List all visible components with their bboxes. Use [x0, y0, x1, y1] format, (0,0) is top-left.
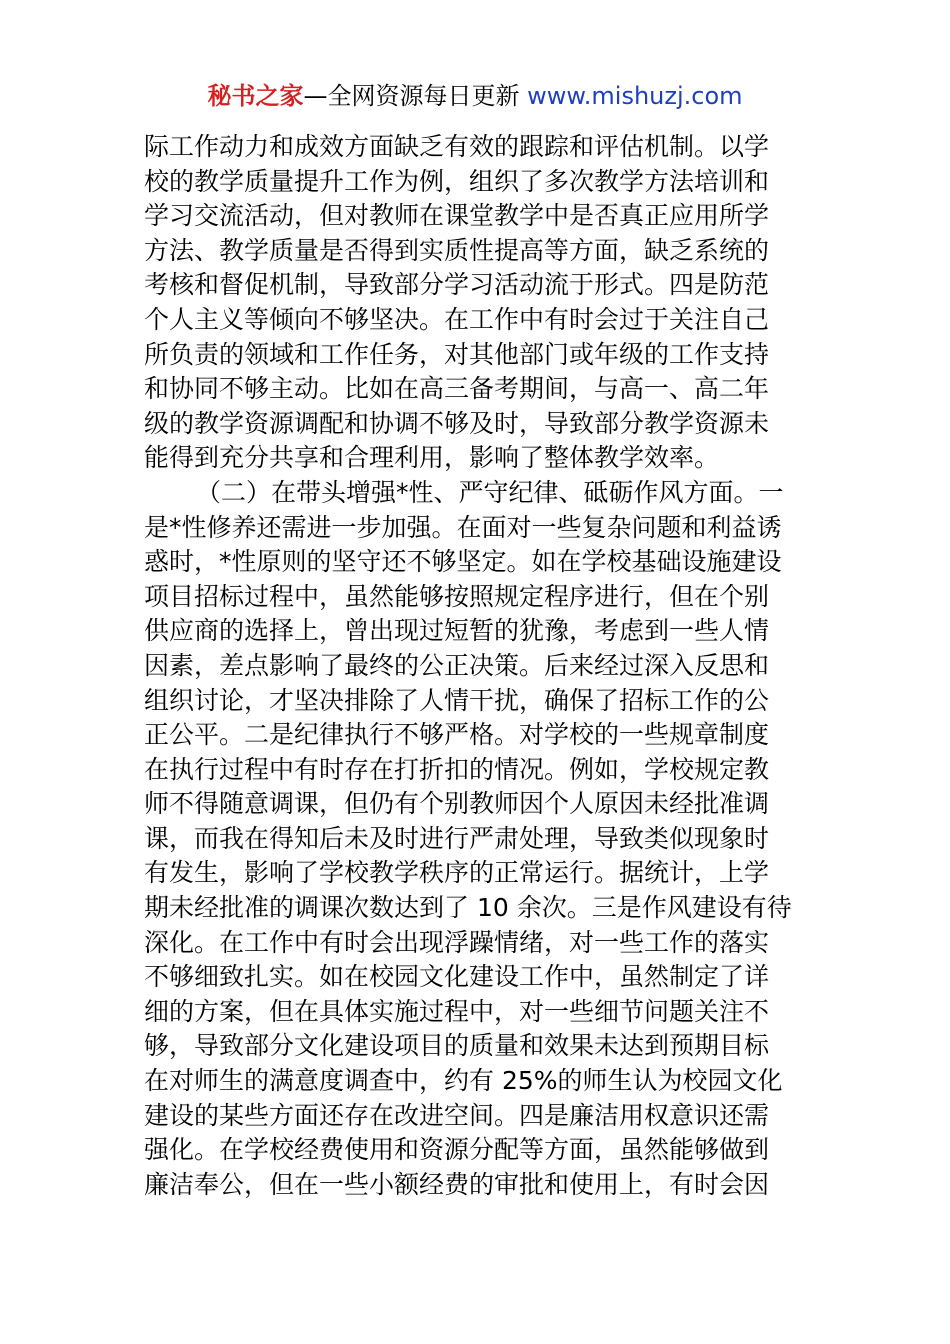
text-line: 有发生，影响了学校教学秩序的正常运行。据统计，上学: [144, 858, 770, 888]
text-line: 级的教学资源调配和协调不够及时，导致部分教学资源未: [144, 408, 770, 438]
text-line: 师不得随意调课，但仍有个别教师因个人原因未经批准调: [144, 789, 770, 819]
text-line: 在执行过程中有时存在打折扣的情况。例如，学校规定教: [144, 754, 770, 784]
site-url-link[interactable]: www.mishuzj.com: [527, 82, 743, 110]
text-line: 强化。在学校经费使用和资源分配等方面，虽然能够做到: [144, 1135, 770, 1165]
text-line: 是*性修养还需进一步加强。在面对一些复杂问题和利益诱: [144, 512, 782, 542]
site-brand: 秘书之家: [207, 82, 304, 110]
text-line: 建设的某些方面还存在改进空间。四是廉洁用权意识还需: [144, 1100, 770, 1130]
text-line: 细的方案，但在具体实施过程中，对一些细节问题关注不: [144, 996, 770, 1026]
section-heading-line: （二）在带头增强*性、严守纪律、砥砺作风方面。一: [196, 477, 784, 507]
text-line: 够，导致部分文化建设项目的质量和效果未达到预期目标: [144, 1031, 770, 1061]
text-line: 所负责的领域和工作任务，对其他部门或年级的工作支持: [144, 339, 770, 369]
text-line: 方法、教学质量是否得到实质性提高等方面，缺乏系统的: [144, 235, 770, 265]
text-line: 因素，差点影响了最终的公正决策。后来经过深入反思和: [144, 650, 770, 680]
text-line: 廉洁奉公，但在一些小额经费的审批和使用上，有时会因: [144, 1169, 770, 1199]
text-line: 惑时，*性原则的坚守还不够坚定。如在学校基础设施建设: [144, 547, 782, 577]
text-line: 期未经批准的调课次数达到了 10 余次。三是作风建设有待: [144, 893, 792, 923]
text-line: 和协同不够主动。比如在高三备考期间，与高一、高二年: [144, 374, 770, 404]
text-line: 组织讨论，才坚决排除了人情干扰，确保了招标工作的公: [144, 685, 770, 715]
site-header: [0, 80, 950, 112]
text-line: 能得到充分共享和合理利用，影响了整体教学效率。: [144, 443, 720, 473]
text-line: 学习交流活动，但对教师在课堂教学中是否真正应用所学: [144, 201, 770, 231]
text-line: 个人主义等倾向不够坚决。在工作中有时会过于关注自己: [144, 304, 770, 334]
text-line: 供应商的选择上，曾出现过短暂的犹豫，考虑到一些人情: [144, 616, 770, 646]
text-line: 项目招标过程中，虽然能够按照规定程序进行，但在个别: [144, 581, 770, 611]
text-line: 考核和督促机制，导致部分学习活动流于形式。四是防范: [144, 270, 770, 300]
text-line: 在对师生的满意度调查中，约有 25%的师生认为校园文化: [144, 1066, 783, 1096]
document-body: [144, 130, 814, 1202]
text-line: 深化。在工作中有时会出现浮躁情绪，对一些工作的落实: [144, 927, 770, 957]
text-line: 不够细致扎实。如在校园文化建设工作中，虽然制定了详: [144, 962, 770, 992]
text-line: 校的教学质量提升工作为例，组织了多次教学方法培训和: [144, 166, 770, 196]
text-line: 际工作动力和成效方面缺乏有效的跟踪和评估机制。以学: [144, 132, 770, 161]
text-line: 正公平。二是纪律执行不够严格。对学校的一些规章制度: [144, 720, 770, 750]
text-line: 课，而我在得知后未及时进行严肃处理，导致类似现象时: [144, 823, 770, 853]
site-slogan: —全网资源每日更新: [303, 82, 520, 110]
